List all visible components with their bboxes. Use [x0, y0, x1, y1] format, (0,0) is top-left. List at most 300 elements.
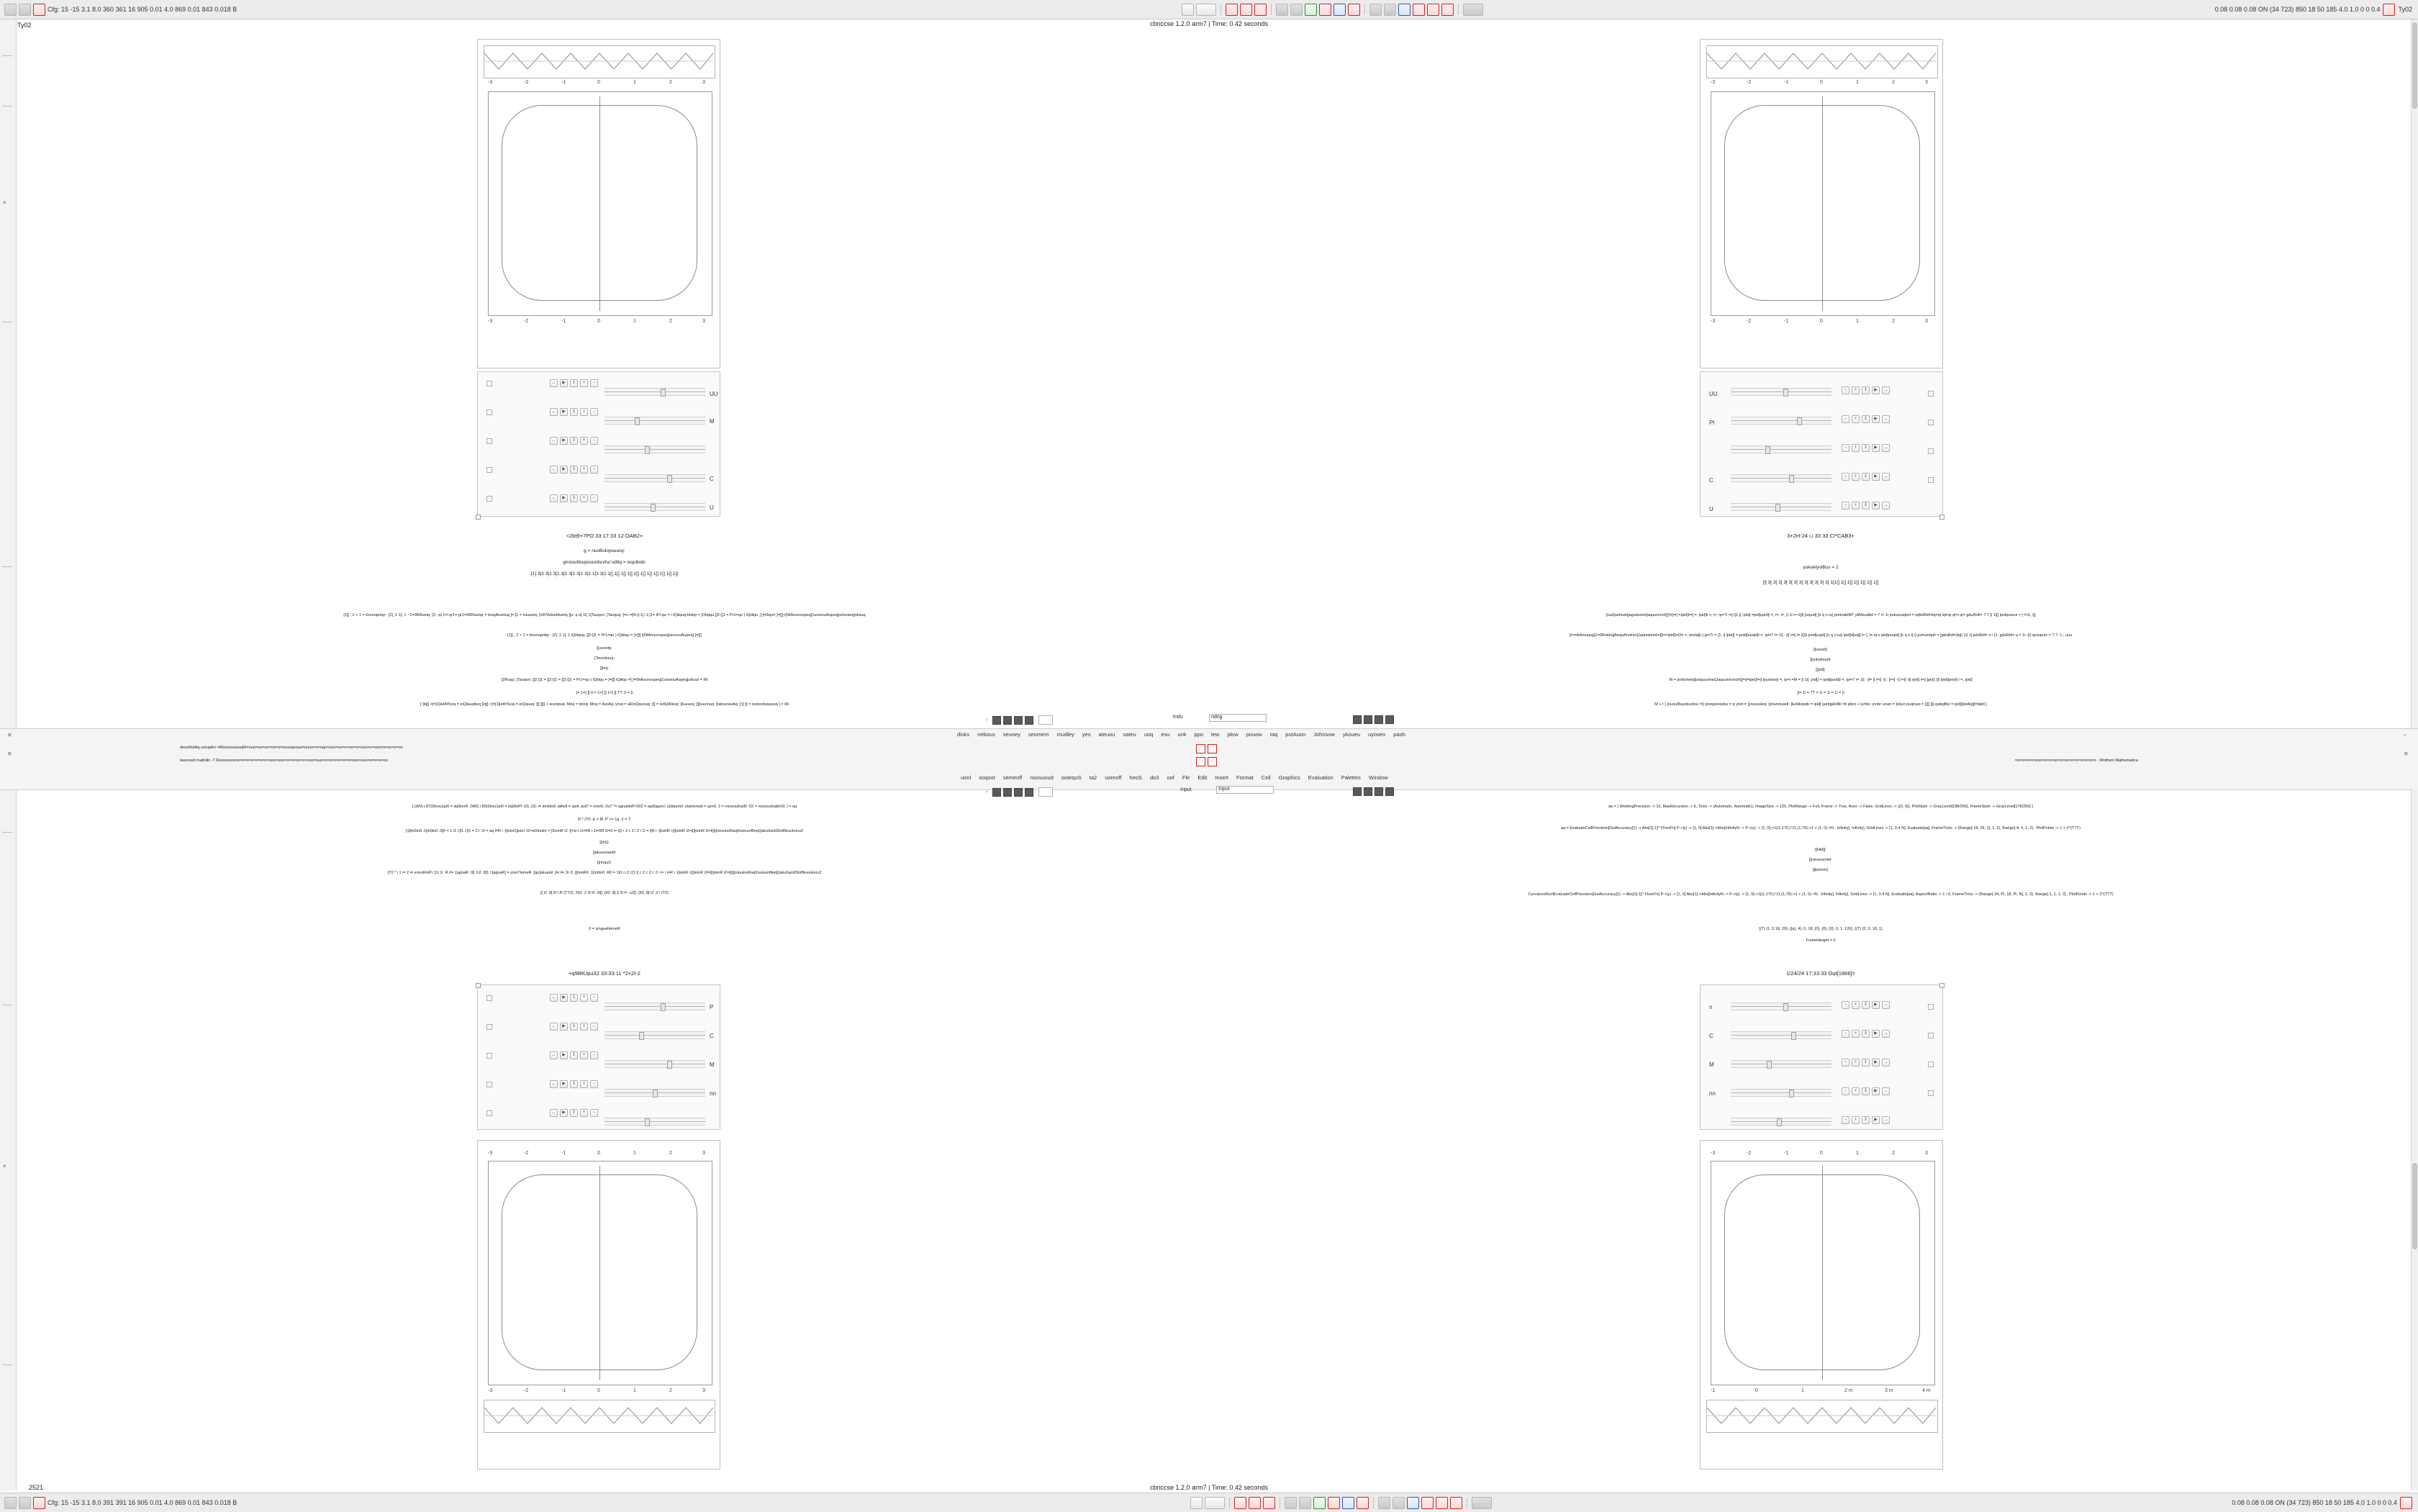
- control-buttons-bl-0[interactable]: [550, 994, 598, 1002]
- play-button-tr-1[interactable]: ▶: [1872, 415, 1880, 423]
- control-buttons-tr-0[interactable]: [1842, 386, 1890, 394]
- pause-button-bl-2[interactable]: ‖: [570, 1051, 578, 1059]
- menu2-item-11[interactable]: Edit: [1197, 774, 1208, 781]
- control-label-br-3: nn: [1709, 1090, 1716, 1097]
- record-icon-bottom[interactable]: [33, 1497, 45, 1509]
- minus-button-tr-0[interactable]: −: [1842, 386, 1849, 394]
- menu2-item-7[interactable]: heoS: [1129, 774, 1142, 781]
- minus-button-br-0[interactable]: −: [1842, 1001, 1849, 1009]
- palette-cell-8[interactable]: [1385, 715, 1394, 724]
- panel-title-bottom-right: 1/24/24 17:33:33 Out[1866]=: [1786, 970, 1855, 977]
- minus-button-br-3[interactable]: −: [1842, 1087, 1849, 1095]
- control-buttons-br-0[interactable]: [1842, 1001, 1890, 1009]
- step-left-button-bl-4[interactable]: ←: [550, 1109, 558, 1117]
- play-button-tr-4[interactable]: ▶: [1872, 502, 1880, 510]
- app-icon-b12[interactable]: [1407, 1497, 1419, 1509]
- slider-bl-0[interactable]: [604, 1002, 705, 1010]
- play-button-bl-2[interactable]: ▶: [560, 1051, 568, 1059]
- control-label-bl-1: C: [710, 1033, 714, 1039]
- palette-cell-11[interactable]: [1014, 788, 1023, 797]
- menu2-item-10[interactable]: Fle: [1182, 774, 1190, 781]
- bottom-toolbar: [0, 1493, 2418, 1512]
- menu2-item-3[interactable]: nsosuoud: [1030, 774, 1054, 781]
- step-right-button-tr-4[interactable]: →: [1882, 502, 1890, 510]
- split-minimize-icon[interactable]: ⎯: [2404, 732, 2406, 738]
- alert-box-4[interactable]: [1208, 757, 1217, 766]
- menu-item-8[interactable]: uoq: [1144, 731, 1154, 738]
- bottom-left-rail: ×: [0, 789, 17, 1490]
- control-bullet-icon[interactable]: [486, 381, 492, 386]
- slider-2[interactable]: [604, 445, 705, 453]
- menu2-item-14[interactable]: Cell: [1261, 774, 1271, 781]
- menu2-item-0[interactable]: uonl: [961, 774, 972, 781]
- slider-tr-2[interactable]: [1731, 445, 1831, 453]
- play-button-br-2[interactable]: ▶: [1872, 1059, 1880, 1067]
- menu-item-14[interactable]: pouow: [1246, 731, 1262, 738]
- app-icon-7[interactable]: [1319, 4, 1331, 16]
- play-button-bl-4[interactable]: ▶: [560, 1109, 568, 1117]
- plus-button-tr-4[interactable]: +: [1852, 502, 1860, 510]
- step-left-button-bl-0[interactable]: ←: [550, 994, 558, 1002]
- axis-label-br-5: 4 m: [1922, 1388, 1931, 1393]
- app-icon-5[interactable]: [1290, 4, 1303, 16]
- menu2-item-17[interactable]: Palettes: [1341, 774, 1361, 781]
- minus-button-bl-2[interactable]: −: [590, 1051, 598, 1059]
- input-field-top[interactable]: ndng: [1209, 714, 1267, 722]
- pause-button-tr-3[interactable]: ‖: [1862, 473, 1870, 481]
- menu2-item-12[interactable]: Insert: [1215, 774, 1229, 781]
- tray-expand-button-bottom[interactable]: [1472, 1497, 1492, 1509]
- step-left-button-bl-3[interactable]: ←: [550, 1080, 558, 1088]
- app-icon-b2[interactable]: [1249, 1497, 1261, 1509]
- menu-item-3[interactable]: seomem: [1028, 731, 1049, 738]
- pause-button-tr-0[interactable]: ‖: [1862, 386, 1870, 394]
- menu-item-5[interactable]: yes: [1082, 731, 1091, 738]
- pause-button-tr-2[interactable]: ‖: [1862, 444, 1870, 452]
- pause-button-br-3[interactable]: ‖: [1862, 1087, 1870, 1095]
- alert-box-2[interactable]: [1208, 744, 1217, 753]
- control-row-bl-2: [486, 1053, 492, 1059]
- step-right-button-tr-3[interactable]: →: [1882, 473, 1890, 481]
- control-buttons-br-4[interactable]: [1842, 1116, 1890, 1124]
- control-bullet-icon-bl-3[interactable]: [486, 1082, 492, 1087]
- menu-item-16[interactable]: putAuon: [1285, 731, 1306, 738]
- app-icon-b15[interactable]: [1450, 1497, 1462, 1509]
- control-bullet-icon-bl-1[interactable]: [486, 1024, 492, 1030]
- plus-button-br-2[interactable]: +: [1852, 1059, 1860, 1067]
- palette-cell-7[interactable]: [1375, 715, 1383, 724]
- minus-button-tr-2[interactable]: −: [1842, 444, 1849, 452]
- plus-button-br-3[interactable]: +: [1852, 1087, 1860, 1095]
- slider-3[interactable]: [604, 474, 705, 482]
- palette-cell-9[interactable]: [992, 788, 1001, 797]
- pause-button-br-0[interactable]: ‖: [1862, 1001, 1870, 1009]
- palette-mini-field[interactable]: [1038, 715, 1053, 725]
- control-buttons-tr-1[interactable]: [1842, 415, 1890, 423]
- app-icon-b5[interactable]: [1299, 1497, 1311, 1509]
- axis-label-br-1: 0: [1755, 1388, 1758, 1393]
- step-right-button-tr-1[interactable]: →: [1882, 415, 1890, 423]
- minus-button-bl-3[interactable]: −: [590, 1080, 598, 1088]
- palette-cell-6[interactable]: [1364, 715, 1372, 724]
- minus-button[interactable]: −: [590, 379, 598, 387]
- plus-button-bl-3[interactable]: +: [580, 1080, 588, 1088]
- play-button-br-0[interactable]: ▶: [1872, 1001, 1880, 1009]
- plus-button-bl-2[interactable]: +: [580, 1051, 588, 1059]
- menu-item-1[interactable]: nebous: [977, 731, 995, 738]
- control-bullet-icon-bl-4[interactable]: [486, 1110, 492, 1116]
- menu-icon[interactable]: [4, 4, 17, 16]
- control-bullet-icon-2[interactable]: [486, 438, 492, 444]
- slider-bl-1[interactable]: [604, 1031, 705, 1039]
- palette-cell-2[interactable]: [1003, 716, 1012, 725]
- app-icon-b9[interactable]: [1357, 1497, 1369, 1509]
- slider-bl-4[interactable]: [604, 1118, 705, 1126]
- control-bullet-icon-br-0[interactable]: [1928, 1004, 1934, 1010]
- step-left-button-bl-2[interactable]: ←: [550, 1051, 558, 1059]
- step-left-button-4[interactable]: ←: [550, 494, 558, 502]
- slider-tr-3[interactable]: [1731, 474, 1831, 482]
- play-button-bl-3[interactable]: ▶: [560, 1080, 568, 1088]
- control-bullet-icon-tr-0[interactable]: [1928, 391, 1934, 397]
- step-right-button-br-4[interactable]: →: [1882, 1116, 1890, 1124]
- minus-button-br-4[interactable]: −: [1842, 1116, 1849, 1124]
- pause-button-br-4[interactable]: ‖: [1862, 1116, 1870, 1124]
- palette-top-right[interactable]: [1353, 715, 1394, 724]
- play-button[interactable]: ▶: [560, 379, 568, 387]
- app-icon-b4[interactable]: [1285, 1497, 1297, 1509]
- pause-button-bl-4[interactable]: ‖: [570, 1109, 578, 1117]
- plus-button-tr-1[interactable]: +: [1852, 415, 1860, 423]
- palette-bottom-right[interactable]: [1353, 787, 1394, 796]
- slider-br-2[interactable]: [1731, 1060, 1831, 1068]
- control-buttons-bl-3[interactable]: [550, 1080, 598, 1088]
- minus-button-br-2[interactable]: −: [1842, 1059, 1849, 1067]
- zigzag-waveform-icon: [484, 46, 713, 76]
- step-right-button-br-3[interactable]: →: [1882, 1087, 1890, 1095]
- slider-tr-4[interactable]: [1731, 503, 1831, 511]
- tl-code-0: g = nuoBuloyouuoy:: [584, 548, 625, 553]
- minus-button-2[interactable]: −: [590, 437, 598, 445]
- control-bullet-icon-br-2[interactable]: [1928, 1061, 1934, 1067]
- plus-button-tr-0[interactable]: +: [1852, 386, 1860, 394]
- play-button-tr-0[interactable]: ▶: [1872, 386, 1880, 394]
- control-bullet-icon-bl-2[interactable]: [486, 1053, 492, 1059]
- control-label-3: C: [710, 476, 714, 482]
- play-button-tr-3[interactable]: ▶: [1872, 473, 1880, 481]
- plus-button-4[interactable]: +: [580, 494, 588, 502]
- control-bullet-icon-bl-0[interactable]: [486, 995, 492, 1001]
- minus-button-1[interactable]: −: [590, 408, 598, 416]
- pause-button-4[interactable]: ‖: [570, 494, 578, 502]
- menu2-item-5[interactable]: ta2: [1089, 774, 1097, 781]
- play-button-tr-2[interactable]: ▶: [1872, 444, 1880, 452]
- menu-item-4[interactable]: mudley: [1056, 731, 1074, 738]
- menu-item-0[interactable]: disks: [957, 731, 970, 738]
- control-buttons-tr-4[interactable]: [1842, 502, 1890, 510]
- phase-portrait-top-right: -3 -2 -1 0 1 2 3 -3 -2 -1 0 1 2 3: [1700, 39, 1943, 368]
- app-icon-4[interactable]: [1276, 4, 1288, 16]
- pause-button[interactable]: ‖: [570, 379, 578, 387]
- control-bullet-icon-tr-2[interactable]: [1928, 448, 1934, 454]
- slider-br-1[interactable]: [1731, 1031, 1831, 1039]
- app-icon-b11[interactable]: [1393, 1497, 1405, 1509]
- step-right-button-br-0[interactable]: →: [1882, 1001, 1890, 1009]
- control-bullet-icon-br-1[interactable]: [1928, 1033, 1934, 1038]
- app-icon-b8[interactable]: [1342, 1497, 1354, 1509]
- menu-item-6[interactable]: ateuou: [1098, 731, 1115, 738]
- menu-item-10[interactable]: unk: [1177, 731, 1187, 738]
- menu2-item-18[interactable]: Window: [1368, 774, 1388, 781]
- menu2-item-16[interactable]: Evaluation: [1308, 774, 1333, 781]
- power-icon[interactable]: [2383, 4, 2395, 16]
- plus-button-br-4[interactable]: +: [1852, 1116, 1860, 1124]
- slider-1[interactable]: [604, 417, 705, 425]
- control-buttons-tr-3[interactable]: [1842, 473, 1890, 481]
- control-buttons-br-1[interactable]: [1842, 1030, 1890, 1038]
- menu2-item-9[interactable]: oof: [1167, 774, 1174, 781]
- menu2-item-2[interactable]: semeoff: [1002, 774, 1023, 781]
- resize-handle[interactable]: [476, 515, 481, 520]
- alert-box-3[interactable]: [1196, 757, 1205, 766]
- palette-cell-16[interactable]: [1385, 787, 1394, 796]
- menu-item-18[interactable]: ykoueu: [1342, 731, 1361, 738]
- minus-button-tr-4[interactable]: −: [1842, 502, 1849, 510]
- resize-handle-2[interactable]: [1939, 515, 1944, 520]
- step-right-button-br-2[interactable]: →: [1882, 1059, 1890, 1067]
- minus-button-bl-0[interactable]: −: [590, 994, 598, 1002]
- control-bullet-icon-3[interactable]: [486, 467, 492, 473]
- plus-button-bl-0[interactable]: +: [580, 994, 588, 1002]
- minus-button-3[interactable]: −: [590, 466, 598, 474]
- play-button-br-3[interactable]: ▶: [1872, 1087, 1880, 1095]
- app-switch-button-bottom[interactable]: [1205, 1497, 1225, 1509]
- app-icon-b3[interactable]: [1263, 1497, 1275, 1509]
- step-left-button-bl-1[interactable]: ←: [550, 1023, 558, 1031]
- control-buttons-2[interactable]: [550, 437, 598, 445]
- tr-code-7: M = prdeimetq]uequuoinio]Jaquunicmoih]]=i]=ipid]i=i]:ipuoinio]i =, ip=i =M = [i 1i] :pid]] = ipid]ipoid]i =, ipi=7 i= 1i] : ]i= i] i=i] -i] : ]i=i] -i] i=i] -i]i ipid] i=i] ]pid]: [i] ipid]ipoid] i =, ipid]: [1669, 678, 1973, 682]
- menu-item-17[interactable]: Johnsow: [1313, 731, 1335, 738]
- app-icon-b1[interactable]: [1234, 1497, 1246, 1509]
- palette-caret-icon-2[interactable]: ›: [986, 789, 988, 795]
- palette-caret-icon[interactable]: ›: [986, 717, 988, 723]
- control-buttons-bl-1[interactable]: [550, 1023, 598, 1031]
- menu-item-11[interactable]: ppo: [1194, 731, 1204, 738]
- split-close-icon[interactable]: ✕: [7, 732, 12, 738]
- step-left-button[interactable]: ←: [550, 379, 558, 387]
- control-buttons-bl-2[interactable]: [550, 1051, 598, 1059]
- palette-cell-5[interactable]: [1353, 715, 1362, 724]
- menu-item-15[interactable]: taq: [1269, 731, 1278, 738]
- control-buttons-1[interactable]: [550, 408, 598, 416]
- palette-cell-3[interactable]: [1014, 716, 1023, 725]
- menu2-item-8[interactable]: do3: [1149, 774, 1159, 781]
- split-close-icon-2[interactable]: ✕: [7, 751, 12, 757]
- menu-item-20[interactable]: paoh: [1393, 731, 1405, 738]
- menu2-item-15[interactable]: Graphics: [1278, 774, 1300, 781]
- slider-br-3[interactable]: [1731, 1089, 1831, 1097]
- step-right-button-br-1[interactable]: →: [1882, 1030, 1890, 1038]
- control-buttons-0[interactable]: [550, 379, 598, 387]
- slider-bl-2[interactable]: [604, 1060, 705, 1068]
- app-icon-14[interactable]: [1427, 4, 1439, 16]
- pause-button-1[interactable]: ‖: [570, 408, 578, 416]
- control-row-0: [486, 381, 492, 386]
- play-button-2[interactable]: ▶: [560, 437, 568, 445]
- control-buttons-br-3[interactable]: [1842, 1087, 1890, 1095]
- slider-bl-3[interactable]: [604, 1089, 705, 1097]
- app-switch-button[interactable]: [1196, 4, 1216, 16]
- plus-button-2[interactable]: +: [580, 437, 588, 445]
- palette-cell-1[interactable]: [992, 716, 1001, 725]
- pause-button-br-1[interactable]: ‖: [1862, 1030, 1870, 1038]
- menu-item-19[interactable]: uyoseo: [1368, 731, 1386, 738]
- play-button-br-4[interactable]: ▶: [1872, 1116, 1880, 1124]
- menu-item-13[interactable]: plow: [1227, 731, 1239, 738]
- slider-br-4[interactable]: [1731, 1118, 1831, 1126]
- step-left-button-1[interactable]: ←: [550, 408, 558, 416]
- pause-button-bl-0[interactable]: ‖: [570, 994, 578, 1002]
- window-icon[interactable]: [1182, 4, 1194, 16]
- pause-button-br-2[interactable]: ‖: [1862, 1059, 1870, 1067]
- control-buttons-3[interactable]: [550, 466, 598, 474]
- play-button-bl-1[interactable]: ▶: [560, 1023, 568, 1031]
- control-bullet-icon-tr-1[interactable]: [1928, 420, 1934, 425]
- pause-button-bl-3[interactable]: ‖: [570, 1080, 578, 1088]
- pause-button-tr-1[interactable]: ‖: [1862, 415, 1870, 423]
- pause-button-tr-4[interactable]: ‖: [1862, 502, 1870, 510]
- app-icon-12[interactable]: [1398, 4, 1410, 16]
- app-icon-2[interactable]: [1240, 4, 1252, 16]
- play-button-br-1[interactable]: ▶: [1872, 1030, 1880, 1038]
- control-buttons-tr-2[interactable]: [1842, 444, 1890, 452]
- app-icon-11[interactable]: [1384, 4, 1396, 16]
- split-menubar-top[interactable]: [957, 731, 1405, 738]
- menu-item-2[interactable]: seuoey: [1002, 731, 1020, 738]
- bottom-vertical-scrollbar[interactable]: [2411, 789, 2418, 1490]
- input-field-bottom[interactable]: Input: [1216, 786, 1274, 794]
- control-buttons-4[interactable]: [550, 494, 598, 502]
- palette-cell-12[interactable]: [1025, 788, 1033, 797]
- slider-4[interactable]: [604, 503, 705, 511]
- top-toolbar-right: [2215, 4, 2418, 16]
- palette-cell-10[interactable]: [1003, 788, 1012, 797]
- app-icon-9[interactable]: [1348, 4, 1360, 16]
- step-left-button-3[interactable]: ←: [550, 466, 558, 474]
- app-icon-8[interactable]: [1333, 4, 1346, 16]
- menu-item-12[interactable]: lew: [1211, 731, 1220, 738]
- plus-button-3[interactable]: +: [580, 466, 588, 474]
- tray-expand-button[interactable]: [1463, 4, 1483, 16]
- menu-item-7[interactable]: sateu: [1123, 731, 1136, 738]
- minus-button-bl-1[interactable]: −: [590, 1023, 598, 1031]
- control-bullet-icon-tr-3[interactable]: [1928, 477, 1934, 483]
- slider-br-0[interactable]: [1731, 1002, 1831, 1010]
- plus-button-bl-1[interactable]: +: [580, 1023, 588, 1031]
- slider-tr-0[interactable]: [1731, 388, 1831, 396]
- power-icon-bottom[interactable]: [2400, 1497, 2412, 1509]
- control-buttons-bl-4[interactable]: [550, 1109, 598, 1117]
- back-icon-bottom[interactable]: [19, 1497, 31, 1509]
- palette-cell-4[interactable]: [1025, 716, 1033, 725]
- slider-0[interactable]: [604, 388, 705, 396]
- pause-button-3[interactable]: ‖: [570, 466, 578, 474]
- slider-tr-1[interactable]: [1731, 417, 1831, 425]
- minus-button-tr-1[interactable]: −: [1842, 415, 1849, 423]
- plus-button-br-1[interactable]: +: [1852, 1030, 1860, 1038]
- app-icon-b14[interactable]: [1436, 1497, 1448, 1509]
- plus-button-1[interactable]: +: [580, 408, 588, 416]
- palette-top-left[interactable]: [986, 715, 1053, 725]
- palette-cell-13[interactable]: [1353, 787, 1362, 796]
- step-right-button-tr-2[interactable]: →: [1882, 444, 1890, 452]
- plus-button-br-0[interactable]: +: [1852, 1001, 1860, 1009]
- plus-button-bl-4[interactable]: +: [580, 1109, 588, 1117]
- app-icon-13[interactable]: [1413, 4, 1425, 16]
- minus-button-br-1[interactable]: −: [1842, 1030, 1849, 1038]
- palette-mini-field-2[interactable]: [1038, 787, 1053, 797]
- app-icon-b6[interactable]: [1313, 1497, 1326, 1509]
- app-icon-b13[interactable]: [1421, 1497, 1434, 1509]
- back-icon[interactable]: [19, 4, 31, 16]
- split-menubar-bottom[interactable]: [961, 774, 1388, 781]
- play-button-3[interactable]: ▶: [560, 466, 568, 474]
- control-bullet-icon-1[interactable]: [486, 409, 492, 415]
- plus-button[interactable]: +: [580, 379, 588, 387]
- plus-button-tr-3[interactable]: +: [1852, 473, 1860, 481]
- minus-button-bl-4[interactable]: −: [590, 1109, 598, 1117]
- control-buttons-br-2[interactable]: [1842, 1059, 1890, 1067]
- split-close-icon-3[interactable]: ✕: [2404, 751, 2409, 757]
- menu-icon-bottom[interactable]: [4, 1497, 17, 1509]
- pause-button-bl-1[interactable]: ‖: [570, 1023, 578, 1031]
- app-icon-b10[interactable]: [1378, 1497, 1390, 1509]
- play-button-1[interactable]: ▶: [560, 408, 568, 416]
- play-button-4[interactable]: ▶: [560, 494, 568, 502]
- minus-button-4[interactable]: −: [590, 494, 598, 502]
- resize-handle-4[interactable]: [1939, 983, 1944, 988]
- window-icon-bottom[interactable]: [1190, 1497, 1203, 1509]
- top-vertical-scrollbar[interactable]: [2411, 19, 2418, 728]
- play-button-bl-0[interactable]: ▶: [560, 994, 568, 1002]
- record-icon[interactable]: [33, 4, 45, 16]
- palette-bottom-left[interactable]: [986, 787, 1053, 797]
- step-right-button-tr-0[interactable]: →: [1882, 386, 1890, 394]
- palette-cell-15[interactable]: [1375, 787, 1383, 796]
- resize-handle-3[interactable]: [476, 983, 481, 988]
- app-icon-b7[interactable]: [1328, 1497, 1340, 1509]
- palette-cell-14[interactable]: [1364, 787, 1372, 796]
- app-icon-3[interactable]: [1254, 4, 1267, 16]
- menu2-item-4[interactable]: ooteqoS: [1061, 774, 1082, 781]
- app-icon-6[interactable]: [1305, 4, 1317, 16]
- app-icon-15[interactable]: [1441, 4, 1454, 16]
- menu2-item-1[interactable]: xoqoot: [979, 774, 995, 781]
- control-bullet-icon-4[interactable]: [486, 496, 492, 502]
- tl-code-5: []uunetq:: [597, 646, 612, 651]
- alert-box-1[interactable]: [1196, 744, 1205, 753]
- minus-button-tr-3[interactable]: −: [1842, 473, 1849, 481]
- plus-button-tr-2[interactable]: +: [1852, 444, 1860, 452]
- menu-item-9[interactable]: esu: [1161, 731, 1170, 738]
- control-bullet-icon-br-3[interactable]: [1928, 1090, 1934, 1096]
- menu2-item-6[interactable]: uoreoff: [1105, 774, 1122, 781]
- app-icon-1[interactable]: [1226, 4, 1238, 16]
- menu2-item-13[interactable]: Format: [1236, 774, 1254, 781]
- app-icon-10[interactable]: [1369, 4, 1382, 16]
- pause-button-2[interactable]: ‖: [570, 437, 578, 445]
- step-left-button-2[interactable]: ←: [550, 437, 558, 445]
